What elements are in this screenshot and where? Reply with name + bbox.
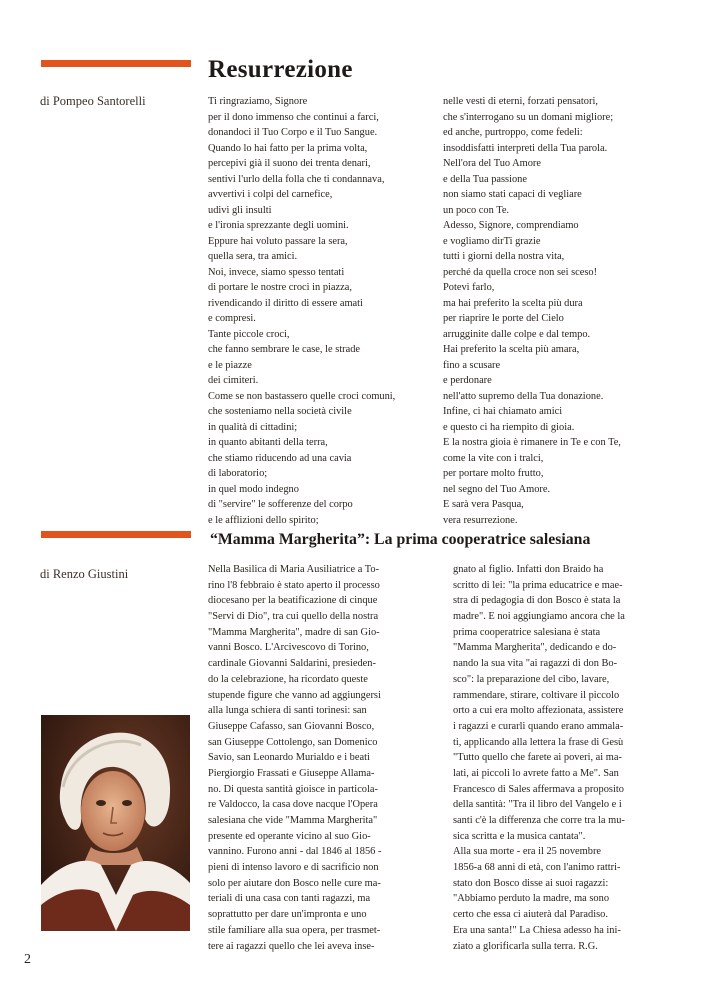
poem-line: e della Tua passione: [443, 173, 527, 185]
poem-author: di Pompeo Santorelli: [40, 94, 146, 108]
article-line: stra di pedagogia di don Bosco è stata la: [453, 595, 621, 607]
article-line: nando la sua vita "ai ragazzi di don Bo-: [453, 658, 618, 670]
article-line: santi c'è la differenza che corre tra la mu-: [453, 815, 625, 826]
article-line: sco": la preparazione del cibo, lavare,: [453, 673, 610, 685]
poem-line: ma hai preferito la scelta più dura: [443, 297, 583, 309]
poem-line: e compresi.: [208, 313, 256, 324]
article-column-left: [208, 562, 381, 954]
article-line: ziato a glorificarla sulla terra. R.G.: [453, 940, 598, 952]
article-line: teriali di una casa con tanti ragazzi, ma: [208, 893, 371, 905]
article-line: scritto di lei: "la prima educatrice e mae-: [453, 579, 623, 591]
poem-line: Nell'ora del Tuo Amore: [443, 158, 541, 169]
poem-line: e vogliamo dirTi grazie: [443, 235, 541, 247]
article-line: 1856-a 68 anni di età, con l'animo rattri-: [453, 862, 621, 874]
article-column-right: [453, 562, 625, 954]
article-line: rammendare, stirare, coltivare il piccolo: [453, 689, 620, 701]
article-line: rino l'8 febbraio è stato aperto il processo: [208, 579, 380, 591]
poem-line: e le afflizioni dello spirito;: [208, 514, 319, 526]
article-line: sica scritta e la musica cantata".: [453, 830, 586, 842]
article-line: Giuseppe Cafasso, san Giovanni Bosco,: [208, 720, 375, 732]
article-line: san Giuseppe Cottolengo, san Domenico: [208, 736, 378, 748]
poem-line: non siamo stati capaci di vegliare: [443, 189, 582, 200]
poem-line: di "servire" le sofferenze del corpo: [208, 499, 353, 510]
article-line: soprattutto per dare un'impronta e uno: [208, 909, 367, 921]
poem-line: sentivi l'urlo della folla che ti condannava,: [208, 173, 385, 185]
article-line: certo che essa ci aiuterà dal Paradiso.: [453, 909, 608, 921]
poem-line: avvertivi i colpi del carnefice,: [208, 189, 333, 200]
article-line: "Servi di Dio", tra cui quello della nostra: [208, 611, 379, 623]
poem-line: come la vite con i tralci,: [443, 452, 544, 464]
article-line: Era una santa!" La Chiesa adesso ha ini-: [453, 924, 621, 936]
article-author: di Renzo Giustini: [40, 567, 129, 581]
poem-line: che stiamo riducendo ad una cavia: [208, 452, 352, 464]
poem-line: udivi gli insulti: [208, 204, 272, 216]
accent-bar-poem: [41, 60, 191, 67]
article-line: stupende figure che vanno ad aggiungersi: [208, 689, 381, 701]
article-line: "Abbiamo perduto la madre, ma sono: [453, 893, 610, 905]
article-line: diocesano per la beatificazione di cinque: [208, 595, 378, 607]
poem-line: tutti i giorni della nostra vita,: [443, 251, 565, 262]
poem-line: di portare le nostre croci in piazza,: [208, 282, 352, 293]
article-line: madre". E noi aggiungiamo ancora che la: [453, 611, 625, 623]
poem-line: fino a scusare: [443, 359, 501, 371]
poem-line: Noi, invece, siamo spesso tentati: [208, 266, 345, 278]
poem-line: che sosteniamo nella società civile: [208, 406, 352, 417]
article-line: Nella Basilica di Maria Ausiliatrice a To-: [208, 564, 380, 575]
article-line: stile familiare alla sua opera, per trasmet-: [208, 924, 381, 936]
poem-line: E sarà vera Pasqua,: [443, 499, 524, 510]
poem-line: in quanto abitanti della terra,: [208, 437, 328, 448]
article-line: della santità: "Tra il libro del Vangelo e i: [453, 799, 622, 811]
poem-line: ed anche, purtroppo, come fedeli:: [443, 127, 583, 138]
article-title: “Mamma Margherita”: La prima cooperatrice salesiana: [210, 531, 591, 548]
article-line: gnato al figlio. Infatti don Braido ha: [453, 564, 604, 575]
poem-line: di laboratorio;: [208, 468, 268, 479]
portrait-mamma-margherita-icon: [41, 715, 190, 931]
accent-bar-article: [41, 531, 191, 538]
poem-line: un poco con Te.: [443, 204, 510, 216]
article-line: stato don Bosco disse ai suoi ragazzi:: [453, 877, 609, 889]
article-line: alla lunga schiera di santi torinesi: san: [208, 705, 367, 717]
poem-line: per il dono immenso che continui a farci,: [208, 111, 379, 123]
poem-line: per portare molto frutto,: [443, 468, 544, 479]
poem-line: in quel modo indegno: [208, 483, 299, 495]
poem-line: Eppure hai voluto passare la sera,: [208, 235, 348, 247]
article-line: lati, ai piccoli lo avrete fatto a Me". San: [453, 767, 619, 779]
poem-line: Ti ringraziamo, Signore: [208, 96, 308, 107]
poem-line: Hai preferito la scelta più amara,: [443, 344, 580, 355]
poem-line: che fanno sembrare le case, le strade: [208, 344, 361, 355]
article-line: cardinale Giovanni Saldarini, presieden-: [208, 658, 376, 670]
article-line: "Tutto quello che farete ai poveri, ai ma-: [453, 752, 622, 764]
poem-line: nel segno del Tuo Amore.: [443, 483, 551, 495]
article-line: i ragazzi e curarli quando erano ammala-: [453, 720, 624, 732]
article-line: Savio, san Leonardo Murialdo e i beati: [208, 752, 370, 764]
poem-line: e l'ironia sprezzante degli uomini.: [208, 220, 349, 231]
poem-line: arrugginite dalle colpe e dal tempo.: [443, 328, 591, 340]
article-line: Francesco di Sales affermava a proposito: [453, 783, 624, 795]
poem-line: in qualità di cittadini;: [208, 421, 298, 433]
poem-line: e perdonare: [443, 375, 492, 386]
article-line: re Valdocco, la casa dove nacque l'Opera: [208, 799, 378, 811]
article-line: Piergiorgio Frassati e Giuseppe Allama-: [208, 767, 375, 779]
poem-line: Infine, ci hai chiamato amici: [443, 406, 563, 417]
poem-line: Tante piccole croci,: [208, 328, 290, 340]
poem-line: perché da quella croce non sei sceso!: [443, 266, 598, 278]
article-line: ti, applicando alla lettera la frase di Gesù: [453, 736, 624, 748]
article-line: vanni Bosco. L'Arcivescovo di Torino,: [208, 642, 369, 654]
poem-line: che s'interrogano su un domani migliore;: [443, 111, 614, 123]
article-line: orto a cui era molto affezionata, assistere: [453, 705, 624, 717]
poem-line: Adesso, Signore, comprendiamo: [443, 220, 579, 231]
poem-line: donandoci il Tuo Corpo e il Tuo Sangue.: [208, 127, 378, 138]
article-line: solo per aiutare don Bosco nelle cure ma-: [208, 877, 381, 889]
article-line: tere ai ragazzi quello che lei aveva inse-: [208, 940, 375, 952]
poem-line: vera resurrezione.: [443, 514, 518, 526]
poem-line: e questo ci ha riempito di gioia.: [443, 421, 575, 433]
article-line: do la celebrazione, ha ricordato queste: [208, 673, 368, 685]
poem-line: e le piazze: [208, 359, 252, 371]
poem-line: Quando lo hai fatto per la prima volta,: [208, 142, 368, 154]
poem-line: nelle vesti di eterni, forzati pensatori,: [443, 96, 598, 107]
article-line: vannino. Furono anni - dal 1846 al 1856 -: [208, 846, 382, 858]
article-line: salesiana che vide "Mamma Margherita": [208, 815, 378, 826]
poem-column-left: [208, 94, 395, 528]
article-line: prima cooperatrice salesiana è stata: [453, 626, 601, 638]
poem-line: nell'atto supremo della Tua donazione.: [443, 390, 604, 402]
article-line: pieni di intenso lavoro e di sacrificio non: [208, 862, 379, 874]
article-line: "Mamma Margherita", madre di san Gio-: [208, 626, 380, 638]
poem-line: percepivi già il suono dei trenta denari,: [208, 158, 371, 169]
poem-title: Resurrezione: [208, 56, 353, 83]
poem-line: insoddisfatti interpreti della Tua parola.: [443, 142, 608, 154]
poem-line: quella sera, tra amici.: [208, 251, 298, 262]
poem-line: dei cimiteri.: [208, 375, 259, 386]
poem-line: per riaprire le porte del Cielo: [443, 313, 564, 324]
article-line: Alla sua morte - era il 25 novembre: [453, 846, 602, 858]
poem-line: rivendicando il diritto di essere amati: [208, 297, 363, 309]
poem-line: E la nostra gioia è rimanere in Te e con Te,: [443, 437, 621, 448]
poem-line: Come se non bastassero quelle croci comuni,: [208, 390, 396, 402]
article-line: no. Di questa santità gioisce in particola-: [208, 783, 378, 795]
poem-line: Potevi farlo,: [443, 282, 495, 293]
portrait-image: [41, 715, 190, 931]
page-number: 2: [24, 952, 31, 967]
poem-column-right: [443, 94, 621, 528]
article-line: presente ed operante vicino al suo Gio-: [208, 830, 371, 842]
article-line: "Mamma Margherita", dedicando e do-: [453, 642, 617, 654]
